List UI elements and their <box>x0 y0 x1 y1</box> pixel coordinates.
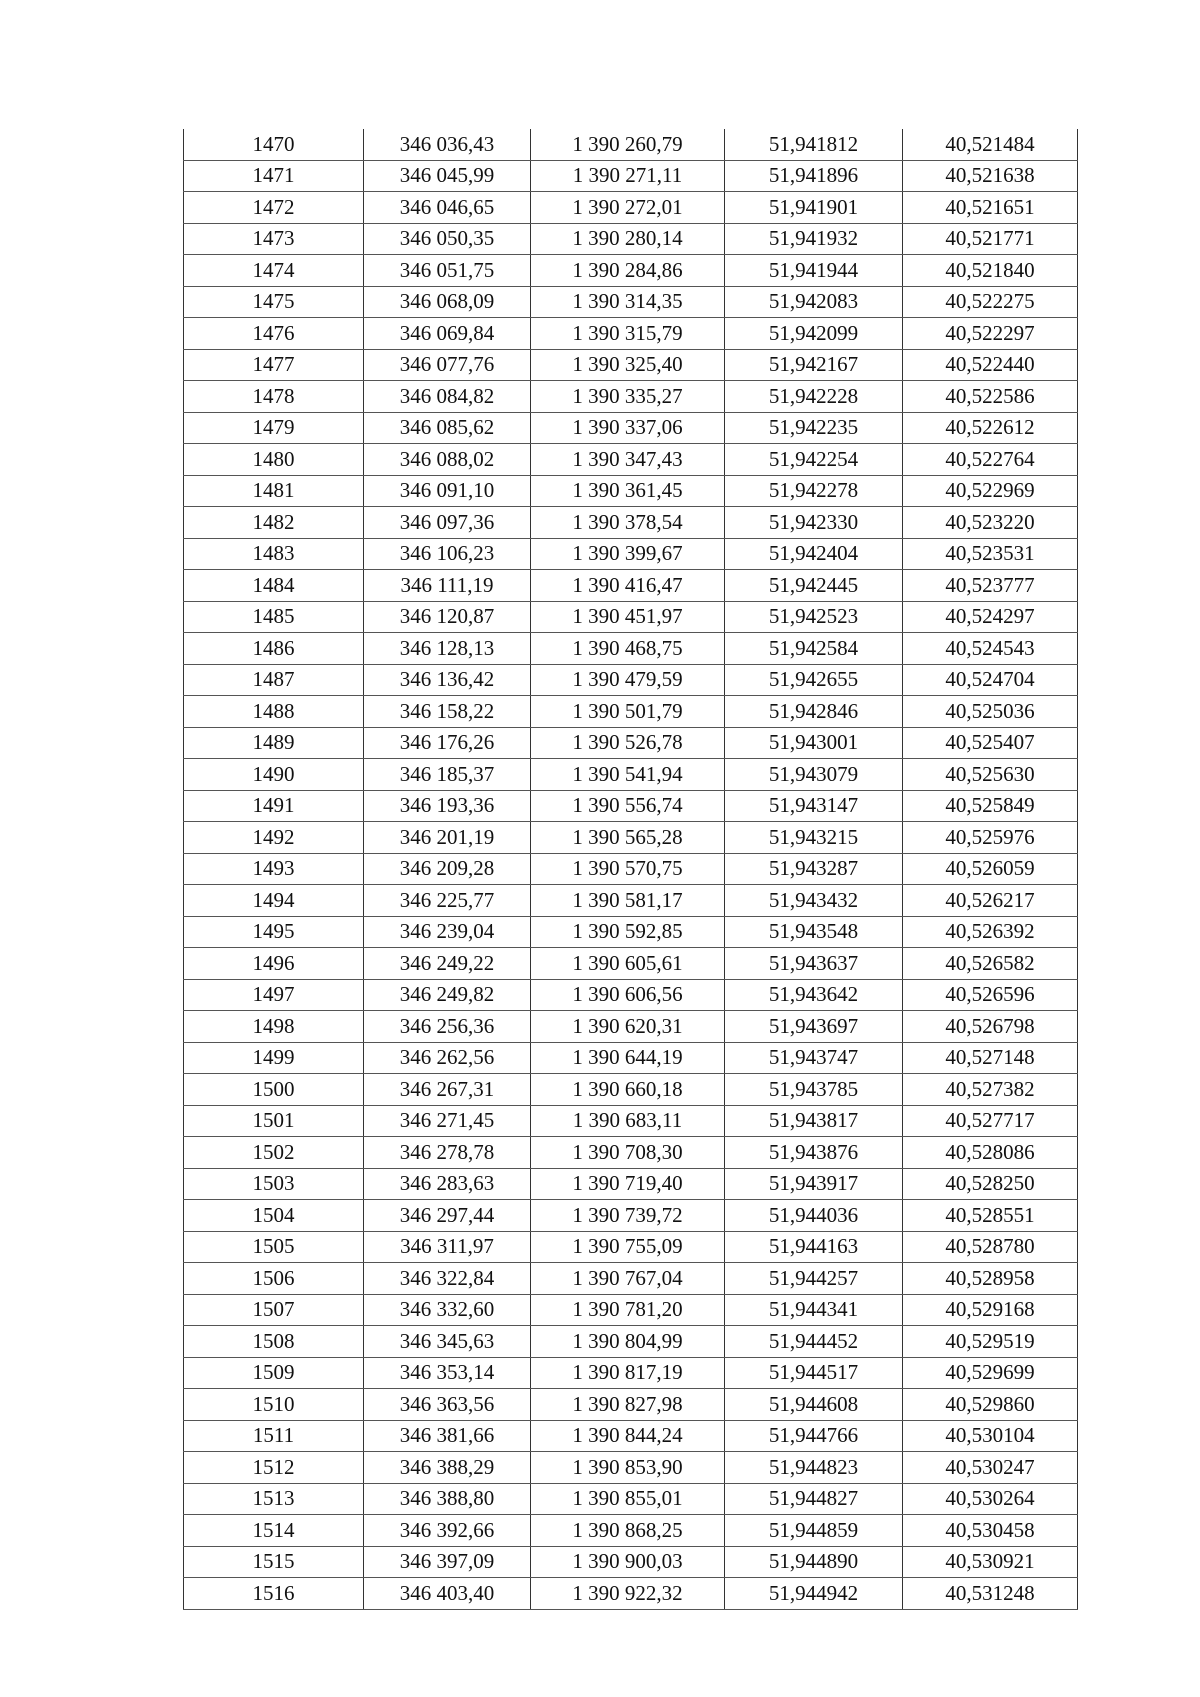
table-row <box>184 255 1078 287</box>
table-row <box>184 1137 1078 1169</box>
y-coordinate-cell: 1 390 337,06 <box>531 412 725 444</box>
point-number-cell: 1509 <box>184 1357 364 1389</box>
latitude-cell: 51,943876 <box>725 1137 903 1169</box>
latitude-cell: 51,944827 <box>725 1483 903 1515</box>
x-coordinate-cell: 346 249,82 <box>364 979 531 1011</box>
point-number-cell: 1471 <box>184 160 364 192</box>
y-coordinate-cell: 1 390 556,74 <box>531 790 725 822</box>
longitude-cell: 40,521651 <box>903 192 1078 224</box>
x-coordinate-cell: 346 051,75 <box>364 255 531 287</box>
table-row <box>184 1105 1078 1137</box>
x-coordinate-cell: 346 381,66 <box>364 1420 531 1452</box>
table-row <box>184 1168 1078 1200</box>
y-coordinate-cell: 1 390 280,14 <box>531 223 725 255</box>
latitude-cell: 51,943637 <box>725 948 903 980</box>
longitude-cell: 40,528250 <box>903 1168 1078 1200</box>
x-coordinate-cell: 346 267,31 <box>364 1074 531 1106</box>
x-coordinate-cell: 346 158,22 <box>364 696 531 728</box>
point-number-cell: 1474 <box>184 255 364 287</box>
longitude-cell: 40,529699 <box>903 1357 1078 1389</box>
table-row <box>184 160 1078 192</box>
table-row <box>184 1483 1078 1515</box>
y-coordinate-cell: 1 390 260,79 <box>531 129 725 160</box>
x-coordinate-cell: 346 036,43 <box>364 129 531 160</box>
y-coordinate-cell: 1 390 767,04 <box>531 1263 725 1295</box>
x-coordinate-cell: 346 176,26 <box>364 727 531 759</box>
x-coordinate-cell: 346 106,23 <box>364 538 531 570</box>
longitude-cell: 40,527148 <box>903 1042 1078 1074</box>
table-row <box>184 192 1078 224</box>
y-coordinate-cell: 1 390 804,99 <box>531 1326 725 1358</box>
x-coordinate-cell: 346 392,66 <box>364 1515 531 1547</box>
longitude-cell: 40,524543 <box>903 633 1078 665</box>
x-coordinate-cell: 346 046,65 <box>364 192 531 224</box>
x-coordinate-cell: 346 069,84 <box>364 318 531 350</box>
y-coordinate-cell: 1 390 755,09 <box>531 1231 725 1263</box>
table-row <box>184 1200 1078 1232</box>
x-coordinate-cell: 346 111,19 <box>364 570 531 602</box>
table-row <box>184 727 1078 759</box>
y-coordinate-cell: 1 390 683,11 <box>531 1105 725 1137</box>
y-coordinate-cell: 1 390 781,20 <box>531 1294 725 1326</box>
point-number-cell: 1510 <box>184 1389 364 1421</box>
latitude-cell: 51,944452 <box>725 1326 903 1358</box>
longitude-cell: 40,529860 <box>903 1389 1078 1421</box>
longitude-cell: 40,521771 <box>903 223 1078 255</box>
coordinates-table-body <box>184 129 1078 1609</box>
latitude-cell: 51,942083 <box>725 286 903 318</box>
latitude-cell: 51,943817 <box>725 1105 903 1137</box>
table-row <box>184 1074 1078 1106</box>
latitude-cell: 51,942523 <box>725 601 903 633</box>
x-coordinate-cell: 346 345,63 <box>364 1326 531 1358</box>
x-coordinate-cell: 346 271,45 <box>364 1105 531 1137</box>
latitude-cell: 51,943697 <box>725 1011 903 1043</box>
point-number-cell: 1481 <box>184 475 364 507</box>
longitude-cell: 40,523531 <box>903 538 1078 570</box>
latitude-cell: 51,941812 <box>725 129 903 160</box>
table-row <box>184 1420 1078 1452</box>
point-number-cell: 1478 <box>184 381 364 413</box>
point-number-cell: 1488 <box>184 696 364 728</box>
point-number-cell: 1505 <box>184 1231 364 1263</box>
longitude-cell: 40,522612 <box>903 412 1078 444</box>
latitude-cell: 51,942254 <box>725 444 903 476</box>
y-coordinate-cell: 1 390 361,45 <box>531 475 725 507</box>
longitude-cell: 40,524297 <box>903 601 1078 633</box>
longitude-cell: 40,523220 <box>903 507 1078 539</box>
point-number-cell: 1498 <box>184 1011 364 1043</box>
point-number-cell: 1476 <box>184 318 364 350</box>
longitude-cell: 40,528780 <box>903 1231 1078 1263</box>
table-row <box>184 1042 1078 1074</box>
table-row <box>184 790 1078 822</box>
longitude-cell: 40,530247 <box>903 1452 1078 1484</box>
point-number-cell: 1477 <box>184 349 364 381</box>
point-number-cell: 1506 <box>184 1263 364 1295</box>
longitude-cell: 40,529519 <box>903 1326 1078 1358</box>
table-row <box>184 633 1078 665</box>
point-number-cell: 1485 <box>184 601 364 633</box>
x-coordinate-cell: 346 097,36 <box>364 507 531 539</box>
x-coordinate-cell: 346 136,42 <box>364 664 531 696</box>
point-number-cell: 1503 <box>184 1168 364 1200</box>
y-coordinate-cell: 1 390 315,79 <box>531 318 725 350</box>
latitude-cell: 51,943747 <box>725 1042 903 1074</box>
table-row <box>184 381 1078 413</box>
y-coordinate-cell: 1 390 451,97 <box>531 601 725 633</box>
table-row <box>184 1546 1078 1578</box>
y-coordinate-cell: 1 390 284,86 <box>531 255 725 287</box>
longitude-cell: 40,522764 <box>903 444 1078 476</box>
latitude-cell: 51,942584 <box>725 633 903 665</box>
table-row <box>184 1294 1078 1326</box>
x-coordinate-cell: 346 403,40 <box>364 1578 531 1610</box>
longitude-cell: 40,522586 <box>903 381 1078 413</box>
longitude-cell: 40,522969 <box>903 475 1078 507</box>
table-row <box>184 1326 1078 1358</box>
x-coordinate-cell: 346 085,62 <box>364 412 531 444</box>
x-coordinate-cell: 346 332,60 <box>364 1294 531 1326</box>
y-coordinate-cell: 1 390 399,67 <box>531 538 725 570</box>
latitude-cell: 51,944608 <box>725 1389 903 1421</box>
point-number-cell: 1482 <box>184 507 364 539</box>
x-coordinate-cell: 346 256,36 <box>364 1011 531 1043</box>
x-coordinate-cell: 346 225,77 <box>364 885 531 917</box>
x-coordinate-cell: 346 363,56 <box>364 1389 531 1421</box>
longitude-cell: 40,529168 <box>903 1294 1078 1326</box>
y-coordinate-cell: 1 390 378,54 <box>531 507 725 539</box>
y-coordinate-cell: 1 390 565,28 <box>531 822 725 854</box>
y-coordinate-cell: 1 390 416,47 <box>531 570 725 602</box>
latitude-cell: 51,943785 <box>725 1074 903 1106</box>
y-coordinate-cell: 1 390 844,24 <box>531 1420 725 1452</box>
x-coordinate-cell: 346 201,19 <box>364 822 531 854</box>
x-coordinate-cell: 346 283,63 <box>364 1168 531 1200</box>
y-coordinate-cell: 1 390 501,79 <box>531 696 725 728</box>
point-number-cell: 1508 <box>184 1326 364 1358</box>
x-coordinate-cell: 346 311,97 <box>364 1231 531 1263</box>
table-row <box>184 822 1078 854</box>
point-number-cell: 1483 <box>184 538 364 570</box>
longitude-cell: 40,524704 <box>903 664 1078 696</box>
longitude-cell: 40,530921 <box>903 1546 1078 1578</box>
longitude-cell: 40,521638 <box>903 160 1078 192</box>
point-number-cell: 1499 <box>184 1042 364 1074</box>
latitude-cell: 51,942445 <box>725 570 903 602</box>
point-number-cell: 1494 <box>184 885 364 917</box>
longitude-cell: 40,522275 <box>903 286 1078 318</box>
longitude-cell: 40,530264 <box>903 1483 1078 1515</box>
point-number-cell: 1507 <box>184 1294 364 1326</box>
table-row <box>184 916 1078 948</box>
latitude-cell: 51,942846 <box>725 696 903 728</box>
latitude-cell: 51,942099 <box>725 318 903 350</box>
table-row <box>184 885 1078 917</box>
y-coordinate-cell: 1 390 660,18 <box>531 1074 725 1106</box>
latitude-cell: 51,943432 <box>725 885 903 917</box>
longitude-cell: 40,528958 <box>903 1263 1078 1295</box>
x-coordinate-cell: 346 278,78 <box>364 1137 531 1169</box>
table-row <box>184 664 1078 696</box>
table-row <box>184 1011 1078 1043</box>
table-row <box>184 696 1078 728</box>
longitude-cell: 40,523777 <box>903 570 1078 602</box>
point-number-cell: 1511 <box>184 1420 364 1452</box>
point-number-cell: 1486 <box>184 633 364 665</box>
point-number-cell: 1472 <box>184 192 364 224</box>
x-coordinate-cell: 346 128,13 <box>364 633 531 665</box>
table-row <box>184 979 1078 1011</box>
latitude-cell: 51,941901 <box>725 192 903 224</box>
latitude-cell: 51,944036 <box>725 1200 903 1232</box>
latitude-cell: 51,943917 <box>725 1168 903 1200</box>
point-number-cell: 1475 <box>184 286 364 318</box>
table-row <box>184 853 1078 885</box>
point-number-cell: 1515 <box>184 1546 364 1578</box>
point-number-cell: 1516 <box>184 1578 364 1610</box>
x-coordinate-cell: 346 397,09 <box>364 1546 531 1578</box>
point-number-cell: 1491 <box>184 790 364 822</box>
x-coordinate-cell: 346 388,80 <box>364 1483 531 1515</box>
y-coordinate-cell: 1 390 900,03 <box>531 1546 725 1578</box>
longitude-cell: 40,526059 <box>903 853 1078 885</box>
latitude-cell: 51,942404 <box>725 538 903 570</box>
latitude-cell: 51,944341 <box>725 1294 903 1326</box>
y-coordinate-cell: 1 390 325,40 <box>531 349 725 381</box>
y-coordinate-cell: 1 390 581,17 <box>531 885 725 917</box>
table-row <box>184 1389 1078 1421</box>
longitude-cell: 40,526596 <box>903 979 1078 1011</box>
x-coordinate-cell: 346 239,04 <box>364 916 531 948</box>
point-number-cell: 1504 <box>184 1200 364 1232</box>
y-coordinate-cell: 1 390 922,32 <box>531 1578 725 1610</box>
longitude-cell: 40,526582 <box>903 948 1078 980</box>
point-number-cell: 1480 <box>184 444 364 476</box>
x-coordinate-cell: 346 077,76 <box>364 349 531 381</box>
table-row <box>184 759 1078 791</box>
table-row <box>184 507 1078 539</box>
table-row <box>184 1357 1078 1389</box>
longitude-cell: 40,521840 <box>903 255 1078 287</box>
y-coordinate-cell: 1 390 541,94 <box>531 759 725 791</box>
x-coordinate-cell: 346 185,37 <box>364 759 531 791</box>
longitude-cell: 40,530104 <box>903 1420 1078 1452</box>
point-number-cell: 1500 <box>184 1074 364 1106</box>
y-coordinate-cell: 1 390 606,56 <box>531 979 725 1011</box>
y-coordinate-cell: 1 390 853,90 <box>531 1452 725 1484</box>
table-row <box>184 318 1078 350</box>
y-coordinate-cell: 1 390 526,78 <box>531 727 725 759</box>
y-coordinate-cell: 1 390 272,01 <box>531 192 725 224</box>
x-coordinate-cell: 346 088,02 <box>364 444 531 476</box>
y-coordinate-cell: 1 390 271,11 <box>531 160 725 192</box>
table-row <box>184 223 1078 255</box>
table-row <box>184 570 1078 602</box>
latitude-cell: 51,942278 <box>725 475 903 507</box>
latitude-cell: 51,944257 <box>725 1263 903 1295</box>
point-number-cell: 1490 <box>184 759 364 791</box>
latitude-cell: 51,941896 <box>725 160 903 192</box>
point-number-cell: 1487 <box>184 664 364 696</box>
longitude-cell: 40,528086 <box>903 1137 1078 1169</box>
table-row <box>184 601 1078 633</box>
y-coordinate-cell: 1 390 592,85 <box>531 916 725 948</box>
longitude-cell: 40,527717 <box>903 1105 1078 1137</box>
longitude-cell: 40,525036 <box>903 696 1078 728</box>
x-coordinate-cell: 346 068,09 <box>364 286 531 318</box>
point-number-cell: 1484 <box>184 570 364 602</box>
y-coordinate-cell: 1 390 335,27 <box>531 381 725 413</box>
x-coordinate-cell: 346 249,22 <box>364 948 531 980</box>
x-coordinate-cell: 346 050,35 <box>364 223 531 255</box>
x-coordinate-cell: 346 297,44 <box>364 1200 531 1232</box>
latitude-cell: 51,943642 <box>725 979 903 1011</box>
point-number-cell: 1501 <box>184 1105 364 1137</box>
point-number-cell: 1497 <box>184 979 364 1011</box>
latitude-cell: 51,943287 <box>725 853 903 885</box>
table-row <box>184 475 1078 507</box>
x-coordinate-cell: 346 120,87 <box>364 601 531 633</box>
x-coordinate-cell: 346 045,99 <box>364 160 531 192</box>
y-coordinate-cell: 1 390 739,72 <box>531 1200 725 1232</box>
point-number-cell: 1479 <box>184 412 364 444</box>
table-row <box>184 412 1078 444</box>
longitude-cell: 40,525630 <box>903 759 1078 791</box>
latitude-cell: 51,944766 <box>725 1420 903 1452</box>
latitude-cell: 51,944163 <box>725 1231 903 1263</box>
longitude-cell: 40,526798 <box>903 1011 1078 1043</box>
y-coordinate-cell: 1 390 468,75 <box>531 633 725 665</box>
latitude-cell: 51,944890 <box>725 1546 903 1578</box>
latitude-cell: 51,943147 <box>725 790 903 822</box>
y-coordinate-cell: 1 390 827,98 <box>531 1389 725 1421</box>
y-coordinate-cell: 1 390 719,40 <box>531 1168 725 1200</box>
point-number-cell: 1496 <box>184 948 364 980</box>
longitude-cell: 40,525407 <box>903 727 1078 759</box>
latitude-cell: 51,944859 <box>725 1515 903 1547</box>
longitude-cell: 40,521484 <box>903 129 1078 160</box>
longitude-cell: 40,525849 <box>903 790 1078 822</box>
latitude-cell: 51,943079 <box>725 759 903 791</box>
point-number-cell: 1492 <box>184 822 364 854</box>
y-coordinate-cell: 1 390 570,75 <box>531 853 725 885</box>
table-row <box>184 1263 1078 1295</box>
y-coordinate-cell: 1 390 817,19 <box>531 1357 725 1389</box>
latitude-cell: 51,942655 <box>725 664 903 696</box>
table-row <box>184 538 1078 570</box>
longitude-cell: 40,531248 <box>903 1578 1078 1610</box>
longitude-cell: 40,526217 <box>903 885 1078 917</box>
y-coordinate-cell: 1 390 314,35 <box>531 286 725 318</box>
table-row <box>184 129 1078 160</box>
table-row <box>184 948 1078 980</box>
x-coordinate-cell: 346 209,28 <box>364 853 531 885</box>
longitude-cell: 40,522440 <box>903 349 1078 381</box>
point-number-cell: 1513 <box>184 1483 364 1515</box>
latitude-cell: 51,942235 <box>725 412 903 444</box>
coordinates-table <box>183 129 1078 1610</box>
point-number-cell: 1502 <box>184 1137 364 1169</box>
point-number-cell: 1495 <box>184 916 364 948</box>
longitude-cell: 40,527382 <box>903 1074 1078 1106</box>
y-coordinate-cell: 1 390 620,31 <box>531 1011 725 1043</box>
point-number-cell: 1489 <box>184 727 364 759</box>
latitude-cell: 51,942330 <box>725 507 903 539</box>
y-coordinate-cell: 1 390 644,19 <box>531 1042 725 1074</box>
longitude-cell: 40,522297 <box>903 318 1078 350</box>
table-row <box>184 1452 1078 1484</box>
latitude-cell: 51,943001 <box>725 727 903 759</box>
table-row <box>184 349 1078 381</box>
latitude-cell: 51,944823 <box>725 1452 903 1484</box>
x-coordinate-cell: 346 353,14 <box>364 1357 531 1389</box>
latitude-cell: 51,943548 <box>725 916 903 948</box>
longitude-cell: 40,526392 <box>903 916 1078 948</box>
x-coordinate-cell: 346 084,82 <box>364 381 531 413</box>
latitude-cell: 51,944942 <box>725 1578 903 1610</box>
table-row <box>184 286 1078 318</box>
x-coordinate-cell: 346 262,56 <box>364 1042 531 1074</box>
point-number-cell: 1514 <box>184 1515 364 1547</box>
y-coordinate-cell: 1 390 855,01 <box>531 1483 725 1515</box>
point-number-cell: 1470 <box>184 129 364 160</box>
y-coordinate-cell: 1 390 605,61 <box>531 948 725 980</box>
y-coordinate-cell: 1 390 347,43 <box>531 444 725 476</box>
latitude-cell: 51,943215 <box>725 822 903 854</box>
table-row <box>184 1515 1078 1547</box>
longitude-cell: 40,525976 <box>903 822 1078 854</box>
point-number-cell: 1493 <box>184 853 364 885</box>
longitude-cell: 40,530458 <box>903 1515 1078 1547</box>
latitude-cell: 51,942228 <box>725 381 903 413</box>
y-coordinate-cell: 1 390 708,30 <box>531 1137 725 1169</box>
point-number-cell: 1473 <box>184 223 364 255</box>
latitude-cell: 51,941932 <box>725 223 903 255</box>
x-coordinate-cell: 346 193,36 <box>364 790 531 822</box>
latitude-cell: 51,941944 <box>725 255 903 287</box>
y-coordinate-cell: 1 390 868,25 <box>531 1515 725 1547</box>
y-coordinate-cell: 1 390 479,59 <box>531 664 725 696</box>
table-row <box>184 1231 1078 1263</box>
latitude-cell: 51,944517 <box>725 1357 903 1389</box>
point-number-cell: 1512 <box>184 1452 364 1484</box>
latitude-cell: 51,942167 <box>725 349 903 381</box>
table-row <box>184 444 1078 476</box>
x-coordinate-cell: 346 322,84 <box>364 1263 531 1295</box>
x-coordinate-cell: 346 388,29 <box>364 1452 531 1484</box>
table-row <box>184 1578 1078 1610</box>
longitude-cell: 40,528551 <box>903 1200 1078 1232</box>
x-coordinate-cell: 346 091,10 <box>364 475 531 507</box>
